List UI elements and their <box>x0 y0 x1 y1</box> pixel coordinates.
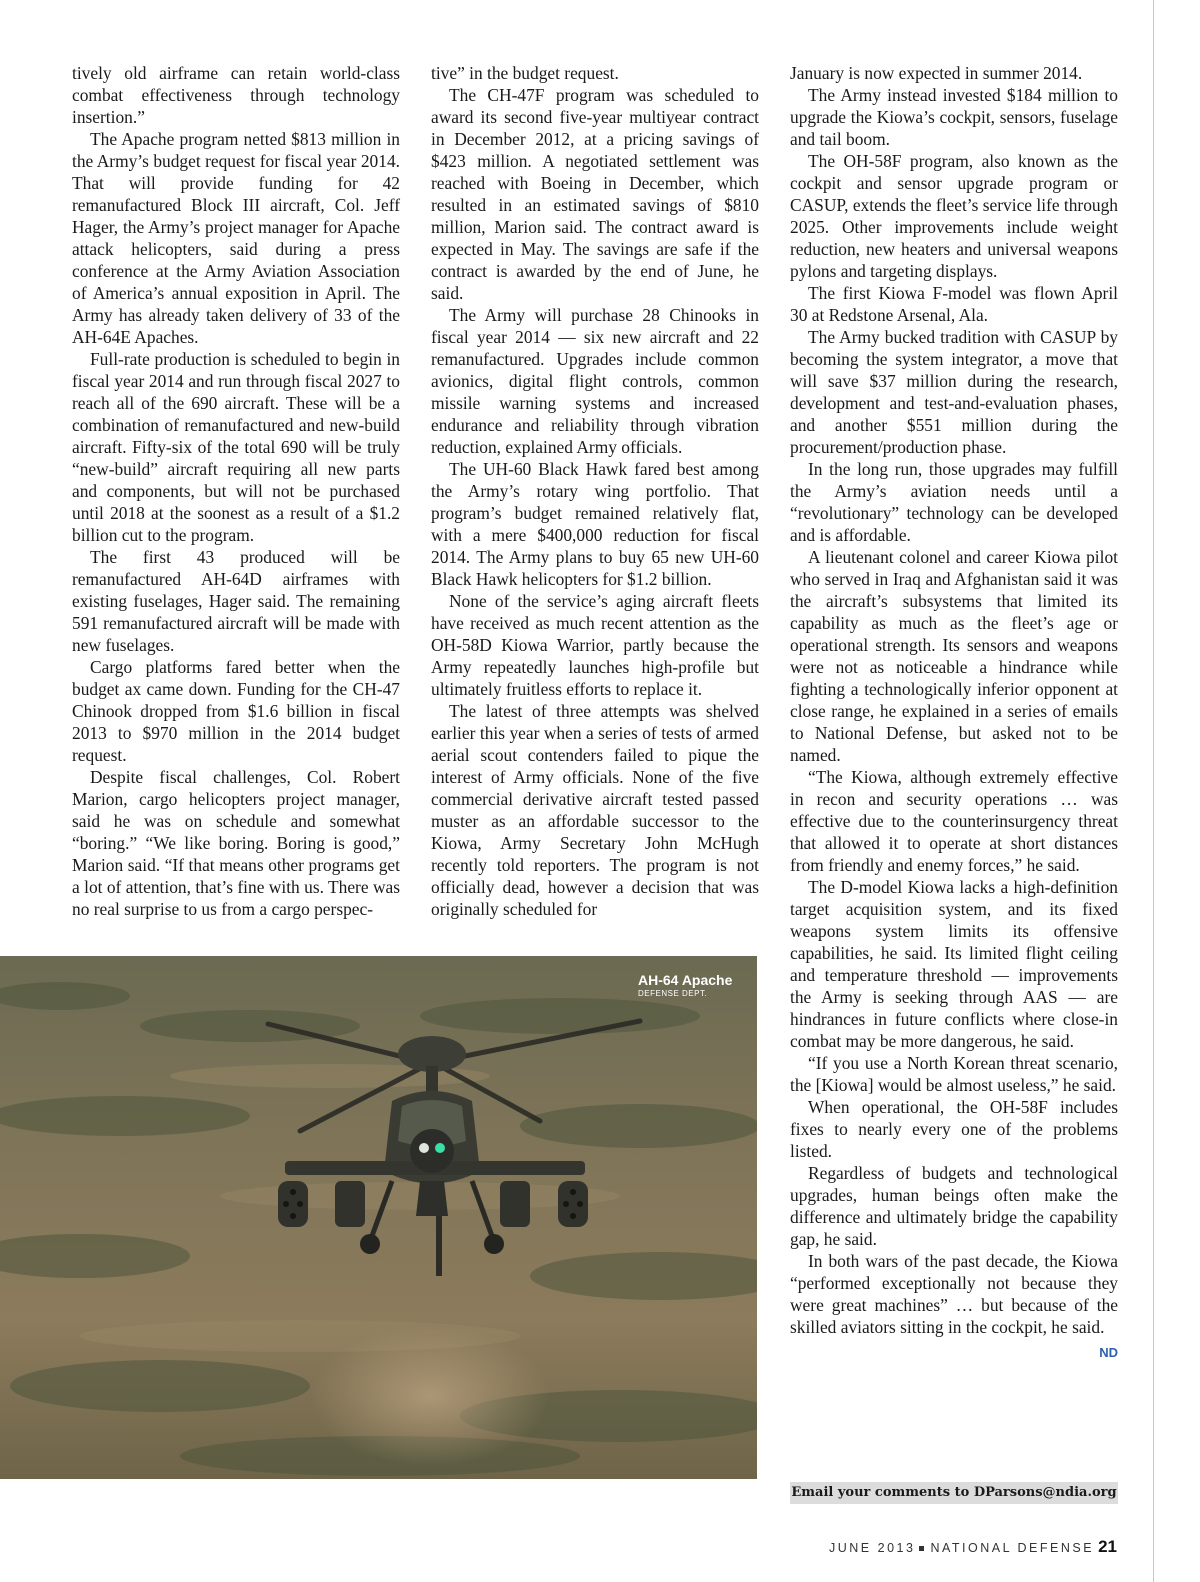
paragraph: The Apache program netted $813 million in the Army’s budget request for fiscal year 2014. That will provide funding for 42 remanufactured Block III aircraft, Col. Jeff Hager, the Army’s project manager for Apache attack helicopters, said during a press conference at the Army Aviation Association of America’s annual exposition in April. The Army has already taken delivery of 33 of the AH-64E Apaches. <box>72 129 400 347</box>
photo-caption-credit: DEFENSE DEPT. <box>638 989 708 998</box>
paragraph: In both wars of the past decade, the Kiowa “performed exceptionally not because they were great machines” … but because of the skilled aviators sitting in the cockpit, he said. ND <box>790 1250 1118 1338</box>
footer-publication: NATIONAL DEFENSE <box>930 1541 1095 1555</box>
paragraph: Cargo platforms fared better when the budget ax came down. Funding for the CH-47 Chinook dropped from $1.6 billion in fiscal 2013 to $970 million in the 2014 budget request. <box>72 657 400 765</box>
paragraph: “If you use a North Korean threat scenario, the [Kiowa] would be almost useless,” he said. <box>790 1053 1118 1095</box>
paragraph: The Army will purchase 28 Chinooks in fiscal year 2014 — six new aircraft and 22 remanufactured. Upgrades include common avionics, digital flight controls, common missile warning systems and increased endurance and reliability through vibration reduction, explained Army officials. <box>431 305 759 457</box>
paragraph: “The Kiowa, although extremely effective in recon and security operations … was effective due to the counterinsurgency threat that allowed it to operate at short distances from friendly and enemy forces,” he said. <box>790 767 1118 875</box>
page-number: 21 <box>1098 1537 1117 1556</box>
article-column-3 <box>790 62 1118 1364</box>
paragraph: The first 43 produced will be remanufactured AH-64D airframes with existing fuselages, Hager said. The remaining 591 remanufactured aircraft will be made with new fuselages. <box>72 547 400 655</box>
paragraph: January is now expected in summer 2014. <box>790 63 1083 83</box>
paragraph: In the long run, those upgrades may fulfill the Army’s aviation needs until a “revolutionary” technology can be developed and is affordable. <box>790 459 1118 545</box>
paragraph: The latest of three attempts was shelved earlier this year when a series of tests of armed aerial scout contenders failed to pique the interest of Army officials. None of the five commercial derivative aircraft tested passed muster as an affordable successor to the Kiowa, Army Secretary John McHugh recently told reporters. The program is not officially dead, however a decision that was originally scheduled for <box>431 701 759 919</box>
paragraph: tively old airframe can retain world-class combat effectiveness through technology insertion.” <box>72 63 400 127</box>
paragraph: tive” in the budget request. <box>431 63 619 83</box>
email-prefix: Email your comments to <box>791 1485 974 1500</box>
apache-helicopter-photo <box>0 956 757 1479</box>
paragraph: When operational, the OH-58F includes fixes to nearly every one of the problems listed. <box>790 1097 1118 1161</box>
paragraph: Regardless of budgets and technological upgrades, human beings often make the difference and ultimately bridge the capability gap, he said. <box>790 1163 1118 1249</box>
paragraph: The first Kiowa F-model was flown April 30 at Redstone Arsenal, Ala. <box>790 283 1118 325</box>
footer-separator <box>919 1546 924 1551</box>
paragraph: The Army bucked tradition with CASUP by becoming the system integrator, a move that will save $37 million during the research, development and test-and-evaluation phases, and another $551 million during the procurement/production phase. <box>790 327 1118 457</box>
paragraph: Despite fiscal challenges, Col. Robert Marion, cargo helicopters project manager, said he was on schedule and somewhat “boring.” “We like boring. Boring is good,” Marion said. “If that means other programs get a lot of attention, that’s fine with us. There was no real surprise to us from a cargo perspec- <box>72 767 400 919</box>
article-end-mark: ND <box>1099 1345 1118 1360</box>
article-column-1 <box>72 62 400 920</box>
paragraph: None of the service’s aging aircraft fleets have received as much recent attention as the OH-58D Kiowa Warrior, partly because the Army repeatedly launches high-profile but ultimately fruitless efforts to replace it. <box>431 591 759 699</box>
footer-date: JUNE 2013 <box>829 1541 916 1555</box>
email-comments-box <box>790 1482 1118 1504</box>
photo-caption <box>638 972 732 999</box>
article-column-2 <box>431 62 759 920</box>
paragraph: The CH-47F program was scheduled to award its second five-year multiyear contract in December 2012, at a pricing savings of $423 million. A negotiated settlement was reached with Boeing in December, which resulted in an estimated savings of $810 million, Marion said. The contract award is expected in May. The savings are safe if the contract is awarded by the end of June, he said. <box>431 85 759 303</box>
paragraph: The Army instead invested $184 million to upgrade the Kiowa’s cockpit, sensors, fuselage and tail boom. <box>790 85 1118 149</box>
email-address-link[interactable]: DParsons@ndia.org <box>973 1485 1117 1500</box>
page-footer <box>829 1537 1117 1557</box>
page-edge-line <box>1153 0 1154 1582</box>
paragraph: The UH-60 Black Hawk fared best among the Army’s rotary wing portfolio. That program’s budget remained relatively flat, with a mere $400,000 reduction for fiscal 2014. The Army plans to buy 65 new UH-60 Black Hawk helicopters for $1.2 billion. <box>431 459 759 589</box>
photo-caption-title: AH-64 Apache <box>638 972 733 988</box>
paragraph: The OH-58F program, also known as the cockpit and sensor upgrade program or CASUP, extends the fleet’s service life through 2025. Other improvements include weight reduction, new heaters and universal weapons pylons and targeting displays. <box>790 151 1118 281</box>
paragraph: Full-rate production is scheduled to begin in fiscal year 2014 and run through fiscal 2027 to reach all of the 690 aircraft. These will be a combination of remanufactured and new-build aircraft. Fifty-six of the total 690 will be truly “new-build” aircraft requiring all new parts and components, but will not be purchased until 2018 at the soonest as a result of a $1.2 billion cut to the program. <box>72 349 400 545</box>
paragraph: A lieutenant colonel and career Kiowa pilot who served in Iraq and Afghanistan said it was the aircraft’s subsystems that limited its capability as much as the fleet’s age or operational strength. Its sensors and weapons were not as noticeable a hindrance while fighting a technologically inferior opponent at close range, he explained in a series of emails to National Defense, but asked not to be named. <box>790 547 1118 765</box>
paragraph: The D-model Kiowa lacks a high-definition target acquisition system, and its fixed weapons system limits its offensive capabilities, he said. Its limited flight ceiling and temperature threshold — improvements the Army is seeking through AAS — are hindrances in future conflicts where close-in combat may be more dangerous, he said. <box>790 877 1118 1051</box>
